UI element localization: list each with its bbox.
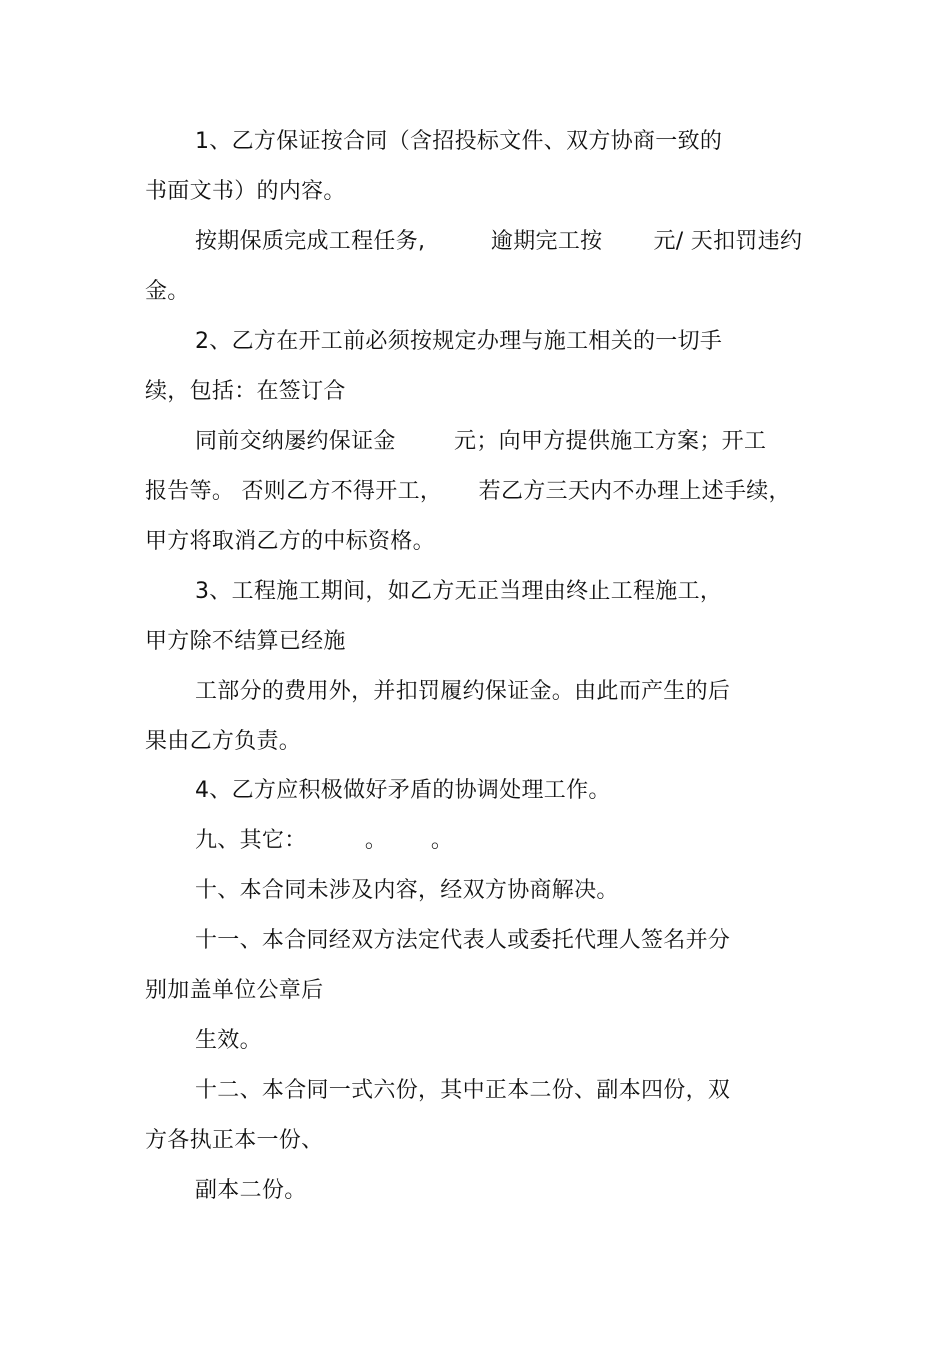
- clause-2-line-3: 同前交纳屡约保证金 元；向甲方提供施工方案；开工: [195, 429, 767, 454]
- section-10-line: 十、本合同未涉及内容，经双方协商解决。: [195, 878, 619, 903]
- clause-3-line-3: 工部分的费用外，并扣罚履约保证金。由此而产生的后: [195, 679, 731, 704]
- clause-2-line-5: 甲方将取消乙方的中标资格。: [145, 529, 435, 554]
- section-9-line: 九、其它： 。 。: [195, 828, 454, 853]
- section-12-line-2: 方各执正本一份、: [145, 1128, 324, 1153]
- clause-1-line-2: 书面文书）的内容。: [145, 179, 346, 204]
- section-11-line-2: 别加盖单位公章后: [145, 978, 324, 1003]
- clause-2-line-2: 续，包括：在签订合: [145, 379, 346, 404]
- section-12-line-1: 十二、本合同一式六份，其中正本二份、副本四份，双: [195, 1078, 731, 1103]
- clause-3-line-1: 3、工程施工期间，如乙方无正当理由终止工程施工，: [195, 579, 723, 604]
- clause-1-line-1: 1、乙方保证按合同（含招投标文件、双方协商一致的: [195, 129, 723, 154]
- clause-4-line-1: 4、乙方应积极做好矛盾的协调处理工作。: [195, 778, 611, 803]
- clause-1-line-3: 按期保质完成工程任务, 逾期完工按 元/ 天扣罚违约: [195, 229, 803, 254]
- clause-3-line-2: 甲方除不结算已经施: [145, 629, 346, 654]
- clause-2-line-4: 报告等。 否则乙方不得开工， 若乙方三天内不办理上述手续，: [145, 479, 791, 504]
- clause-2-line-1: 2、乙方在开工前必须按规定办理与施工相关的一切手: [195, 329, 723, 354]
- clause-1-line-4: 金。: [145, 279, 190, 304]
- section-11-line-3: 生效。: [195, 1028, 262, 1053]
- clause-3-line-4: 果由乙方负责。: [145, 729, 302, 754]
- section-11-line-1: 十一、本合同经双方法定代表人或委托代理人签名并分: [195, 928, 731, 953]
- section-12-line-3: 副本二份。: [195, 1178, 307, 1203]
